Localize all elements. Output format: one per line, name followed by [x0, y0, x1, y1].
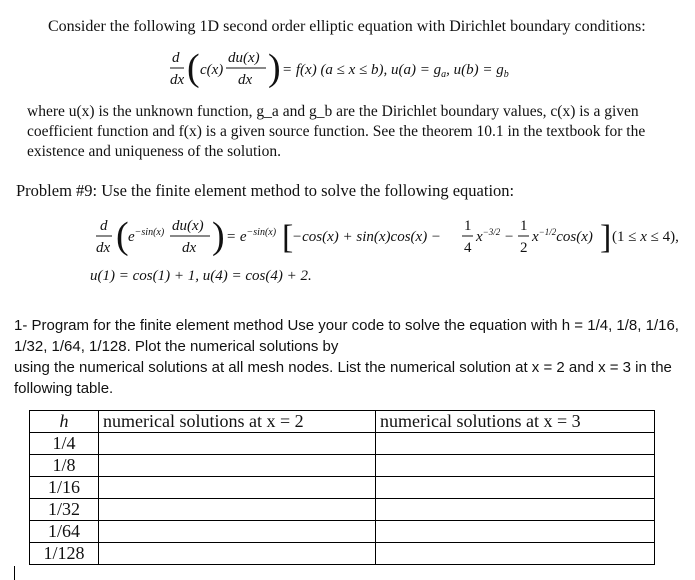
- task-line-2: using the numerical solutions at all mesh nodes. List the numerical solution at x = 2 and x = 3 in the following table.: [14, 359, 672, 397]
- eq2-d: d: [100, 218, 108, 234]
- eq2-left-bracket: [: [282, 219, 294, 256]
- x2-cell[interactable]: [99, 477, 376, 499]
- x3-cell[interactable]: [376, 433, 655, 455]
- h-cell: 1/128: [30, 543, 99, 565]
- eq1-dx-denominator: dx: [170, 72, 185, 88]
- task-text: [14, 315, 684, 399]
- eq2-right-bracket: ]: [600, 219, 612, 256]
- x3-cell[interactable]: [376, 455, 655, 477]
- h-cell: 1/64: [30, 521, 99, 543]
- eq2-exp: $e^{-sin(x)}$: [128, 227, 165, 245]
- eq2-domain: (1 ≤ x ≤ 4),: [612, 229, 679, 245]
- eq1-d-numerator: d: [172, 50, 180, 66]
- explanation-paragraph: where u(x) is the unknown function, g_a and g_b are the Dirichlet boundary values, c(x) is a given coefficient function and f(x) is a given source function. See the theorem 10.1 in the textbook for the existence and uniqueness of the solution.: [27, 103, 646, 160]
- eq2-right-paren: ): [212, 215, 225, 257]
- eq2-boundary: u(1) = cos(1) + 1, u(4) = cos(4) + 2.: [90, 268, 312, 284]
- x2-cell[interactable]: [99, 499, 376, 521]
- eq2-left-paren: (: [116, 215, 129, 257]
- equation-1: [170, 40, 510, 100]
- eq2-x12: $x^{-1/2}\cos(x)$: [532, 227, 593, 245]
- eq1-du: du(x): [228, 50, 260, 66]
- task-line-1: 1- Program for the finite element method Use your code to solve the equation with h = 1/4, 1/8, 1/16, 1/32, 1/64, 1/128. Plot the numerical solutions by: [14, 317, 679, 355]
- table-row: [30, 543, 655, 565]
- table-header-row: [30, 411, 655, 433]
- eq2-rhs-exp: = $e^{-sin(x)}$: [226, 227, 277, 245]
- h-cell: 1/8: [30, 455, 99, 477]
- x2-cell[interactable]: [99, 521, 376, 543]
- eq1-cx: c(x): [200, 62, 224, 78]
- equation-1-text: [0, 0, 1, 1]
- table-row: [30, 477, 655, 499]
- text-cursor: [14, 566, 15, 580]
- eq2-frac2-num: 1: [520, 218, 528, 234]
- results-table: [29, 410, 655, 565]
- header-h: h: [30, 411, 99, 433]
- h-cell: 1/16: [30, 477, 99, 499]
- eq2-frac1-den: 4: [464, 240, 472, 256]
- h-cell: 1/32: [30, 499, 99, 521]
- x3-cell[interactable]: [376, 477, 655, 499]
- eq1-right-paren: ): [268, 47, 281, 89]
- table-row: [30, 455, 655, 477]
- eq2-frac1-num: 1: [464, 218, 472, 234]
- problem-heading: Problem #9: Use the finite element method to solve the following equation:: [16, 181, 515, 200]
- eq2-x32: $x^{-3/2}$ −: [476, 227, 515, 245]
- x3-cell[interactable]: [376, 543, 655, 565]
- table-row: [30, 521, 655, 543]
- header-x2: numerical solutions at x = 2: [99, 411, 376, 433]
- h-cell: 1/4: [30, 433, 99, 455]
- x2-cell[interactable]: [99, 543, 376, 565]
- x3-cell[interactable]: [376, 499, 655, 521]
- table-row: [30, 433, 655, 455]
- equation-2: [90, 210, 690, 300]
- eq1-dx: dx: [238, 72, 253, 88]
- eq1-rhs: = f(x) (a ≤ x ≤ b), $u(a) = g_a$, $u(b) = g_b$: [282, 62, 509, 80]
- eq2-dx: dx: [96, 240, 111, 256]
- eq2-du: du(x): [172, 218, 204, 234]
- eq2-frac2-den: 2: [520, 240, 528, 256]
- x3-cell[interactable]: [376, 521, 655, 543]
- table-row: [30, 499, 655, 521]
- eq2-dx2: dx: [182, 240, 197, 256]
- eq1-left-paren: (: [187, 47, 200, 89]
- header-x3: numerical solutions at x = 3: [376, 411, 655, 433]
- x2-cell[interactable]: [99, 455, 376, 477]
- x2-cell[interactable]: [99, 433, 376, 455]
- eq2-bracket-body: −cos(x) + sin(x)cos(x) −: [292, 229, 442, 245]
- intro-text: Consider the following 1D second order elliptic equation with Dirichlet boundary conditions:: [48, 18, 646, 35]
